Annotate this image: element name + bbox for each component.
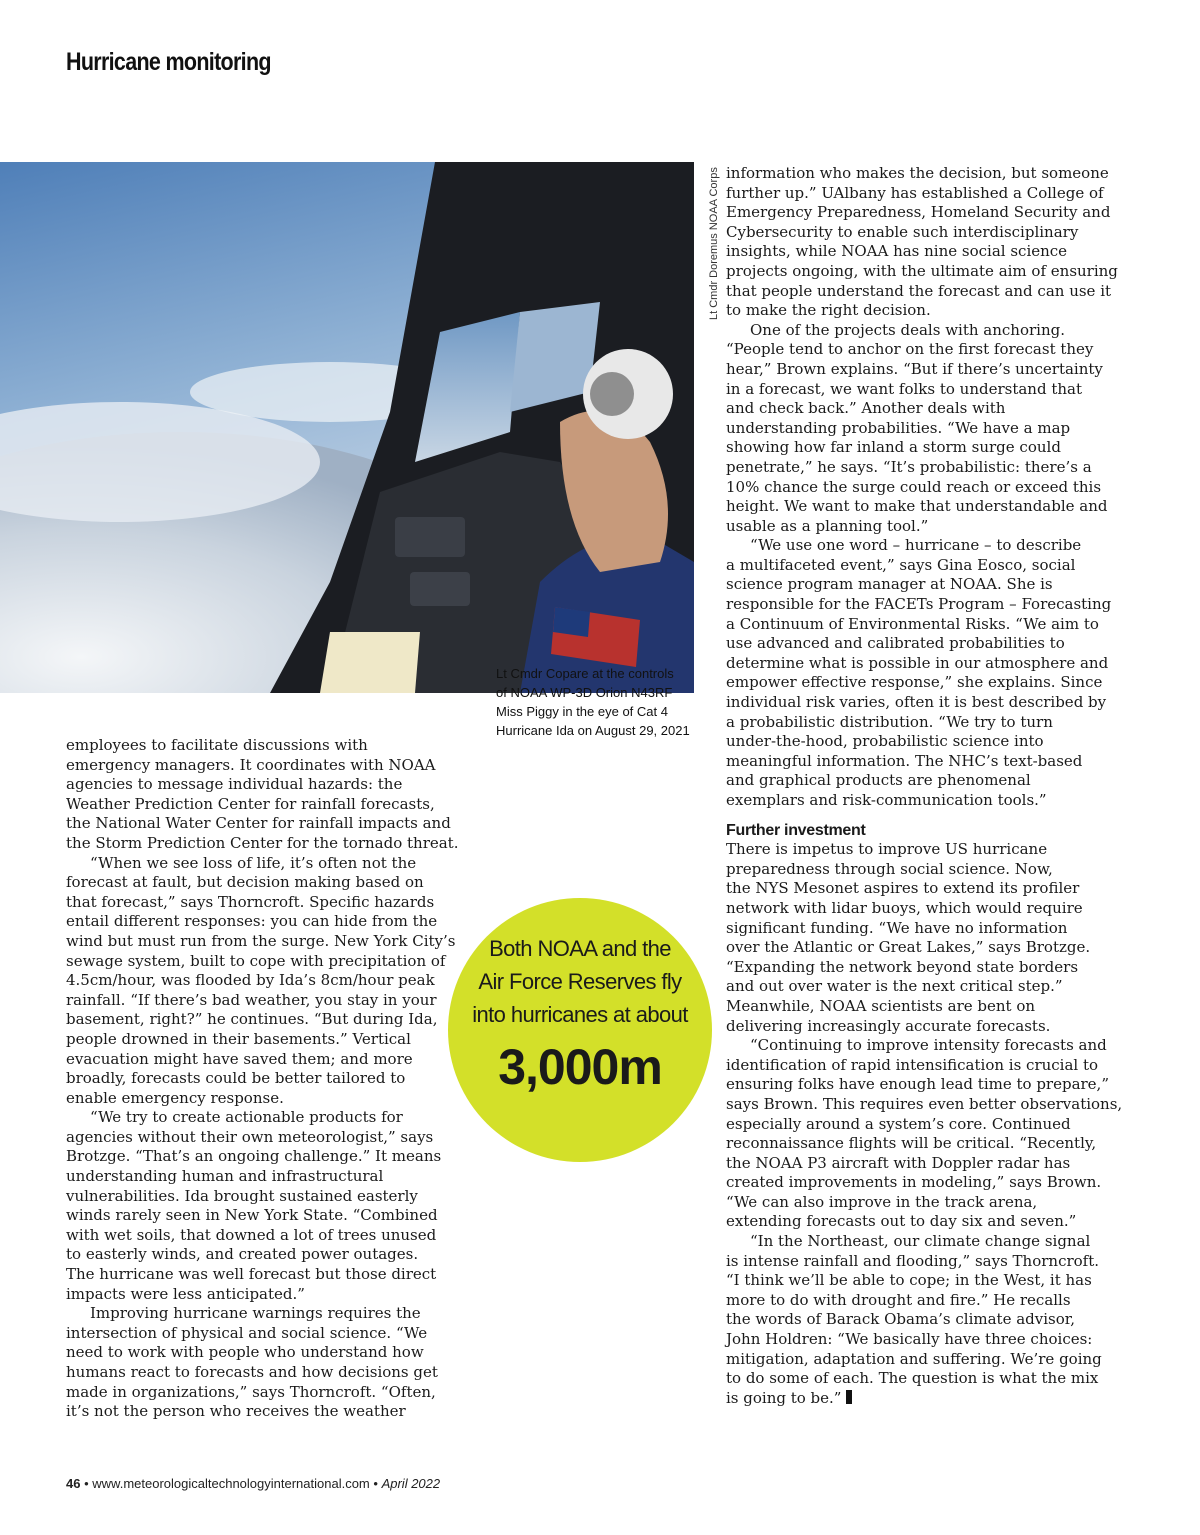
- text-line: is intense rainfall and flooding,” says Thorncroft.: [726, 1251, 1100, 1270]
- footer-separator: •: [84, 1476, 89, 1491]
- article-paragraph: [66, 853, 456, 1109]
- text-line: employees to facilitate discussions with: [66, 736, 368, 754]
- article-paragraph: [726, 164, 1118, 321]
- text-line: insights, while NOAA has nine social science: [726, 242, 1068, 261]
- text-line: broadly, forecasts could be better tailored to: [66, 1069, 406, 1088]
- text-line: One of the projects deals with anchoring.: [750, 320, 1065, 339]
- text-line: basement, right?” he continues. “But during Ida,: [66, 1010, 438, 1029]
- text-line: empower effective response,” she explains. Since: [726, 673, 1103, 692]
- pull-quote-line: into hurricanes at about: [472, 1002, 688, 1027]
- text-line: with wet soils, that downed a lot of trees unused: [66, 1225, 437, 1244]
- text-line: Cybersecurity to enable such interdisciplinary: [726, 222, 1079, 241]
- text-line: understanding probabilities. “We have a map: [726, 418, 1071, 437]
- text-line: the Storm Prediction Center for the tornado threat.: [66, 833, 459, 852]
- text-line: a Continuum of Environmental Risks. “We aim to: [726, 614, 1099, 633]
- text-line: a probabilistic distribution. “We try to turn: [726, 712, 1053, 731]
- article-paragraph: [726, 1232, 1102, 1408]
- text-line: rainfall. “If there’s bad weather, you stay in your: [66, 990, 437, 1009]
- text-line: individual risk varies, often it is best described by: [726, 693, 1107, 712]
- text-line: information who makes the decision, but someone: [726, 164, 1109, 182]
- text-line: wind but must run from the surge. New York City’s: [66, 931, 456, 950]
- text-line: agencies without their own meteorologist,” says: [66, 1127, 434, 1146]
- text-line: that forecast,” says Thorncroft. Specific hazards: [66, 892, 435, 911]
- caption-line: Hurricane Ida on August 29, 2021: [496, 723, 690, 738]
- article-paragraph: [66, 1108, 442, 1304]
- text-line: to make the right decision.: [726, 301, 931, 320]
- text-line: a multifaceted event,” says Gina Eosco, social: [726, 555, 1076, 574]
- caption-line: of NOAA WP-3D Orion N43RF: [496, 685, 673, 700]
- text-line: John Holdren: “We basically have three choices:: [726, 1330, 1093, 1349]
- text-line: the NOAA P3 aircraft with Doppler radar has: [726, 1153, 1071, 1172]
- text-line: vulnerabilities. Ida brought sustained easterly: [66, 1186, 418, 1205]
- caption-line: Miss Piggy in the eye of Cat 4: [496, 704, 668, 719]
- text-line: The hurricane was well forecast but those direct: [66, 1265, 437, 1284]
- text-line: it’s not the person who receives the weather: [66, 1402, 406, 1421]
- text-line: projects ongoing, with the ultimate aim of ensuring: [726, 261, 1118, 280]
- text-line: over the Atlantic or Great Lakes,” says Brotzge.: [726, 938, 1091, 957]
- right-column: [726, 164, 1123, 1408]
- right-column-body-continued: [726, 840, 1123, 1408]
- text-line: height. We want to make that understandable and: [726, 497, 1108, 516]
- text-line: mitigation, adaptation and suffering. We’re going: [726, 1349, 1102, 1368]
- text-line: Weather Prediction Center for rainfall forecasts,: [66, 794, 435, 813]
- text-line: reconnaissance flights will be critical. “Recently,: [726, 1134, 1097, 1153]
- text-line: “We can also improve in the track arena,: [726, 1192, 1038, 1211]
- text-line: created improvements in modeling,” says Brown.: [726, 1173, 1102, 1192]
- left-column: [66, 736, 459, 1422]
- text-line: network with lidar buoys, which would require: [726, 898, 1083, 917]
- text-line: Meanwhile, NOAA scientists are bent on: [726, 996, 1036, 1015]
- text-line: showing how far inland a storm surge could: [726, 438, 1061, 457]
- article-paragraph: [726, 1036, 1123, 1232]
- subhead-further-investment: Further investment: [726, 821, 866, 839]
- text-line: further up.” UAlbany has established a College of: [726, 183, 1104, 202]
- photo-caption: [496, 664, 706, 740]
- text-line: Improving hurricane warnings requires the: [90, 1304, 421, 1323]
- text-line: penetrate,” he says. “It’s probabilistic: there’s a: [726, 457, 1092, 476]
- article-paragraph: [66, 1304, 436, 1422]
- text-line: entail different responses: you can hide from the: [66, 912, 438, 931]
- text-line: use advanced and calibrated probabilities to: [726, 634, 1065, 653]
- text-line: more to do with drought and fire.” He recalls: [726, 1290, 1071, 1309]
- text-line: “In the Northeast, our climate change signal: [750, 1232, 1091, 1251]
- right-column-body: [726, 164, 1118, 811]
- text-line: impacts were less anticipated.”: [66, 1284, 305, 1303]
- text-line: identification of rapid intensification is crucial to: [726, 1055, 1099, 1074]
- pull-quote-line: Air Force Reserves fly: [478, 969, 682, 994]
- text-line: “Expanding the network beyond state borders: [726, 957, 1079, 976]
- text-line: to do some of each. The question is what the mix: [726, 1369, 1099, 1388]
- text-line: made in organizations,” says Thorncroft. “Often,: [66, 1382, 436, 1401]
- text-line: intersection of physical and social science. “We: [66, 1323, 428, 1342]
- text-line: and graphical products are phenomenal: [726, 771, 1031, 790]
- text-line: need to work with people who understand how: [66, 1343, 424, 1362]
- pull-quote-circle: [448, 898, 712, 1162]
- text-line: “Continuing to improve intensity forecasts and: [750, 1036, 1107, 1055]
- text-line: delivering increasingly accurate forecasts.: [726, 1016, 1051, 1035]
- text-line: and out over water is the next critical step.”: [726, 977, 1063, 996]
- footer-url[interactable]: www.meteorologicaltechnologyinternational.com: [92, 1476, 370, 1491]
- article-paragraph: [66, 736, 459, 854]
- text-line: “I think we’ll be able to cope; in the West, it has: [726, 1271, 1092, 1290]
- text-line: 10% chance the surge could reach or exceed this: [726, 477, 1102, 496]
- text-line: significant funding. “We have no information: [726, 918, 1068, 937]
- text-line: people drowned in their basements.” Vertical: [66, 1029, 411, 1048]
- text-line: “When we see loss of life, it’s often not the: [90, 853, 417, 872]
- page-number: 46: [66, 1476, 81, 1491]
- text-line: responsible for the FACETs Program – Forecasting: [726, 595, 1112, 614]
- text-line: ensuring folks have enough lead time to prepare,”: [726, 1075, 1109, 1094]
- text-line: agencies to message individual hazards: the: [66, 775, 403, 794]
- text-line: meaningful information. The NHC’s text-based: [726, 751, 1083, 770]
- end-of-article-mark: [846, 1390, 852, 1404]
- text-line: winds rarely seen in New York State. “Combined: [66, 1206, 438, 1225]
- text-line: “We use one word – hurricane – to describe: [750, 536, 1082, 555]
- text-line: the words of Barack Obama’s climate advisor,: [726, 1310, 1076, 1329]
- text-line: “We try to create actionable products for: [90, 1108, 403, 1127]
- photo-credit: Lt Cmdr Doremus NOAA Corps: [708, 167, 720, 320]
- text-line: the NYS Mesonet aspires to extend its profiler: [726, 879, 1080, 898]
- text-line: evacuation might have saved them; and more: [66, 1049, 413, 1068]
- text-line: and check back.” Another deals with: [726, 399, 1006, 418]
- text-line: humans react to forecasts and how decisions get: [66, 1363, 438, 1381]
- article-paragraph: [726, 536, 1112, 810]
- text-line: that people understand the forecast and can use it: [726, 281, 1112, 300]
- page-footer: [66, 1476, 440, 1491]
- text-line: emergency managers. It coordinates with NOAA: [66, 755, 436, 774]
- text-line: hear,” Brown explains. “But if there’s uncertainty: [726, 359, 1103, 378]
- text-line: understanding human and infrastructural: [66, 1167, 384, 1186]
- text-line: exemplars and risk-communication tools.”: [726, 791, 1047, 809]
- text-line: extending forecasts out to day six and seven.”: [726, 1212, 1077, 1231]
- text-line: in a forecast, we want folks to understand that: [726, 379, 1082, 398]
- text-line: preparedness through social science. Now,: [726, 859, 1053, 878]
- text-line: enable emergency response.: [66, 1088, 284, 1107]
- text-line: especially around a system’s core. Continued: [726, 1114, 1071, 1133]
- text-line: science program manager at NOAA. She is: [726, 575, 1053, 594]
- text-line: Emergency Preparedness, Homeland Security and: [726, 203, 1111, 222]
- issue-date: April 2022: [381, 1476, 441, 1491]
- text-line: “People tend to anchor on the first forecast they: [726, 340, 1094, 359]
- caption-line: Lt Cmdr Copare at the controls: [496, 666, 674, 681]
- pull-quote-text: [448, 932, 712, 1031]
- text-line: usable as a planning tool.”: [726, 516, 929, 535]
- text-line: 4.5cm/hour, was flooded by Ida’s 8cm/hour peak: [66, 971, 435, 990]
- text-line: to easterly winds, and created power outages.: [66, 1245, 419, 1264]
- article-paragraph: [726, 320, 1108, 537]
- text-line: sewage system, built to cope with precipitation of: [66, 951, 446, 970]
- text-line: Brotzge. “That’s an ongoing challenge.” It means: [66, 1147, 442, 1166]
- cockpit-photo: [0, 162, 694, 693]
- text-line: forecast at fault, but decision making based on: [66, 873, 424, 892]
- pull-quote-figure: 3,000m: [498, 1039, 662, 1095]
- text-line: is going to be.”: [726, 1388, 842, 1407]
- text-line: under-the-hood, probabilistic science into: [726, 732, 1044, 751]
- footer-separator: •: [373, 1476, 378, 1491]
- text-line: There is impetus to improve US hurricane: [726, 840, 1048, 859]
- text-line: says Brown. This requires even better observations,: [726, 1094, 1123, 1113]
- section-title: Hurricane monitoring: [66, 48, 271, 76]
- article-paragraph: [726, 840, 1096, 1036]
- text-line: determine what is possible in our atmosphere and: [726, 653, 1109, 672]
- pull-quote-line: Both NOAA and the: [489, 936, 671, 961]
- text-line: the National Water Center for rainfall impacts and: [66, 814, 451, 833]
